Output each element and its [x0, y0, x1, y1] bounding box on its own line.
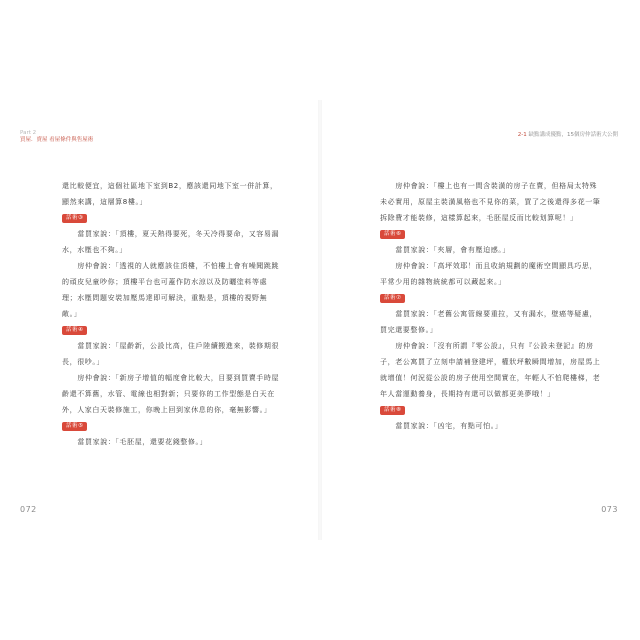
- body-paragraph: 房仲會說：「新房子增值的幅度會比較大，目要到買賣手時屋齡還不算舊，水管、電線也相對新；只要你的工作型態是白天在外，人家白天裝修施工，你晚上回到家休息的你，毫無影響。」: [62, 374, 280, 414]
- tactic-tag-line: [380, 226, 602, 242]
- tactic-tag: 話術⑥: [380, 230, 405, 239]
- tactic-tag-line: [380, 290, 602, 306]
- tactic-tag: 話術④: [62, 326, 87, 335]
- body-paragraph: 房仲會說：「高坪效耶！而且收納規劃的魔術空間顯具巧思，平常少用的雜物統統都可以藏起來。」: [380, 262, 598, 286]
- tactic-tag: 話術⑤: [62, 422, 87, 431]
- body-paragraph: 房仲會說：「沒有所謂『零公設』，只有『公設未登記』的房子，老公寓買了立刻申請補登建坪，權狀坪數瞬間增加，房屋馬上就增值！何況從公設的房子使用空間實在，年輕人不怕爬樓梯，老年人當運動養身，長期持有還可以做都更美夢哦！」: [380, 342, 601, 398]
- body-paragraph: 房仲會說：「樓上也有一間含裝潢的房子在賣，但格局太特殊未必實用，原屋主裝潢風格也不見你的菜，買了之後還得多花一筆拆除費才能裝修，這樣算起來，毛胚屋反而比較划算呢！」: [380, 182, 601, 222]
- right-page: [322, 108, 640, 528]
- body-paragraph: 當買家說：「老舊公寓管線要重拉，又有漏水，壁癌等疑慮，買完還要整修。」: [380, 310, 598, 334]
- running-head-left: [20, 130, 93, 144]
- left-body-text: [62, 178, 282, 450]
- body-paragraph: 當買家說：「頂樓，夏天熱得要死，冬天冷得要命，又容易漏水，水壓也不夠。」: [62, 230, 280, 254]
- body-paragraph: 當買家說：「屋齡新，公設比高，住戶陸續搬進來，裝修期很長，很吵。」: [62, 342, 280, 366]
- tactic-tag: 話術③: [62, 214, 87, 223]
- tactic-tag-line: [62, 322, 282, 338]
- running-head-right: [518, 130, 618, 138]
- page-number-right: 073: [601, 505, 618, 514]
- section-title: 買屋．賣屋 看屋條件與售屋術: [20, 137, 94, 143]
- part-label: Part 2: [20, 130, 37, 136]
- body-paragraph: 當買家說：「凶宅，有點可怕。」: [395, 422, 503, 430]
- page-number-left: 072: [20, 505, 37, 514]
- body-paragraph: 當買家說：「夾層，會有壓迫感。」: [395, 246, 510, 254]
- left-page: [0, 108, 318, 528]
- chapter-number: 2-1: [517, 132, 527, 138]
- right-body-text: [380, 178, 602, 434]
- body-paragraph: 當買家說：「毛胚屋，還要花錢整修。」: [77, 438, 208, 446]
- tactic-tag: 話術⑦: [380, 294, 405, 303]
- tactic-tag-line: [62, 210, 282, 226]
- chapter-title: 缺點講成優點，15個房仲話術大公開: [528, 132, 618, 138]
- tactic-tag: 話術⑧: [380, 406, 405, 415]
- body-paragraph: 還比較便宜，這個社區地下室到B2，應該還同地下室一併計算，顯然來講，這層算8樓。」: [62, 182, 278, 206]
- body-paragraph: 房仲會說：「透視的人就應該住頂樓，不怕樓上會有噪聞跳跳的頑皮兒童吵你；頂樓平台也可蓋作防水涼以及防曬塗料等處理；水壓問題安裝加壓馬達即可解決，重點是，頂樓的視野無敵。」: [62, 262, 280, 318]
- tactic-tag-line: [380, 402, 602, 418]
- tactic-tag-line: [62, 418, 282, 434]
